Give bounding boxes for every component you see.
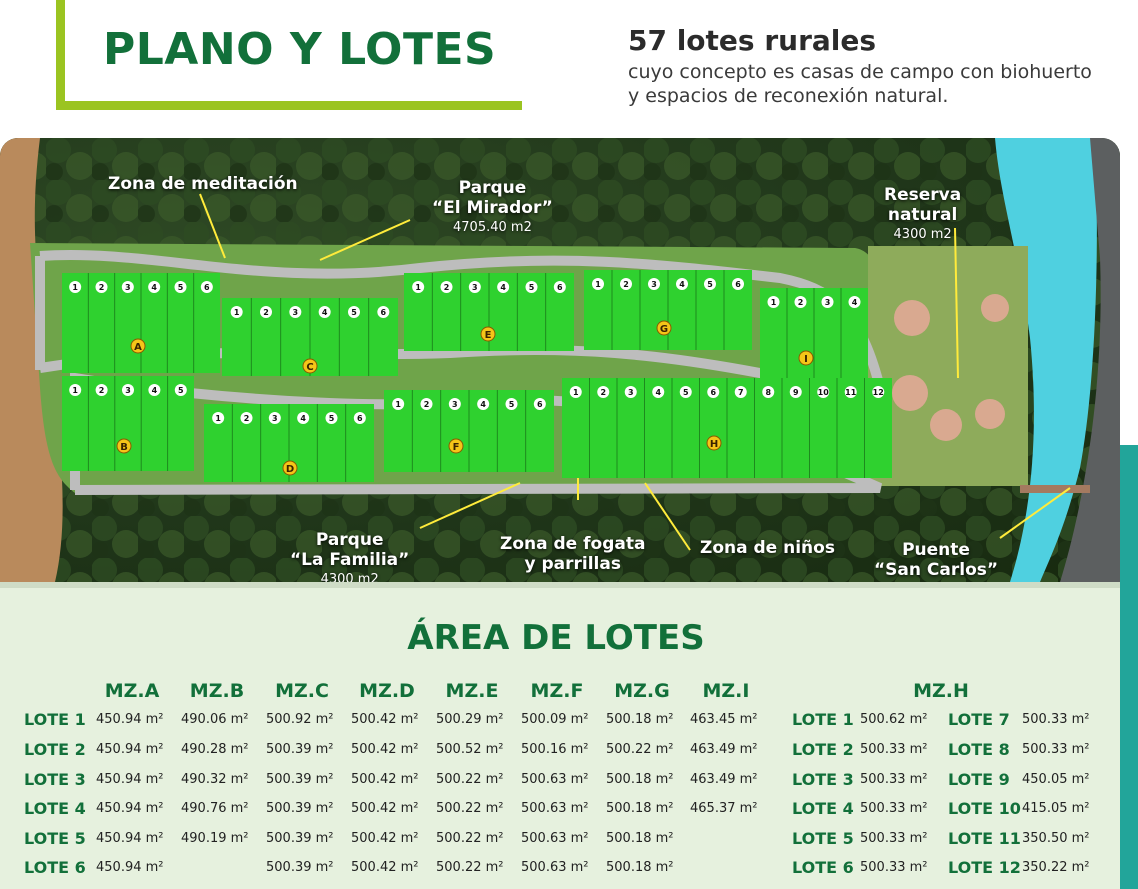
lot-number[interactable]: 10 [817, 388, 829, 397]
lot-number[interactable]: 6 [735, 280, 741, 289]
lot-number[interactable]: 2 [263, 308, 269, 317]
area-cell: 500.18 m² [606, 712, 674, 727]
area-cell: 490.32 m² [181, 772, 249, 787]
area-cell: 500.22 m² [436, 860, 504, 875]
area-cell: 500.92 m² [266, 712, 334, 727]
area-cell: 415.05 m² [1022, 801, 1090, 816]
area-cell: 500.63 m² [521, 801, 589, 816]
row-label: LOTE 3 [24, 770, 86, 789]
lot-number[interactable]: 1 [72, 386, 78, 395]
area-cell: 450.94 m² [96, 831, 164, 846]
column-header: MZ.B [189, 680, 245, 702]
lot-number[interactable]: 9 [792, 388, 799, 397]
lot-number[interactable]: 5 [508, 400, 515, 409]
row-label: LOTE 1 [24, 710, 86, 729]
lot-number[interactable]: 6 [357, 414, 363, 423]
area-cell: 500.22 m² [436, 801, 504, 816]
lot-number[interactable]: 2 [623, 280, 629, 289]
lot-number[interactable]: 3 [472, 283, 478, 292]
column-header: MZ.I [702, 680, 750, 702]
lots-count-heading: 57 lotes rurales [628, 24, 877, 57]
area-cell: 450.94 m² [96, 860, 164, 875]
column-header: MZ.C [275, 680, 329, 702]
area-cell: 500.42 m² [351, 860, 419, 875]
lot-number[interactable]: 1 [415, 283, 421, 292]
lot-number[interactable]: 4 [300, 414, 306, 423]
lot-number[interactable]: 2 [600, 388, 607, 397]
lot-number[interactable]: 3 [627, 388, 634, 397]
area-table-title: ÁREA DE LOTES [407, 618, 705, 658]
lot-number[interactable]: 6 [537, 400, 543, 409]
area-cell: 500.29 m² [436, 712, 504, 727]
row-label: LOTE 5 [792, 829, 854, 848]
area-cell: 500.33 m² [1022, 742, 1090, 757]
lot-number[interactable]: 1 [395, 400, 401, 409]
lot-number[interactable]: 4 [151, 283, 157, 292]
label-zona-fogata: Zona de fogata y parrillas [500, 534, 646, 574]
row-label: LOTE 4 [24, 799, 86, 818]
area-cell: 350.50 m² [1022, 831, 1090, 846]
area-cell: 450.05 m² [1022, 772, 1090, 787]
area-cell: 500.18 m² [606, 772, 674, 787]
lot-number[interactable]: 3 [651, 280, 657, 289]
area-cell: 500.42 m² [351, 831, 419, 846]
block-letter: B [120, 442, 128, 453]
row-label: LOTE 6 [792, 858, 854, 877]
lot-number[interactable]: 3 [824, 298, 831, 307]
area-cell: 500.63 m² [521, 831, 589, 846]
area-cell: 500.18 m² [606, 860, 674, 875]
row-label: LOTE 11 [948, 829, 1021, 848]
block-letter: F [452, 442, 460, 453]
lot-number[interactable]: 4 [851, 298, 858, 307]
area-cell: 500.42 m² [351, 801, 419, 816]
lot-number[interactable]: 5 [178, 386, 184, 395]
decorative-strip [1120, 445, 1138, 889]
lot-number[interactable]: 2 [443, 283, 450, 292]
row-label: LOTE 8 [948, 740, 1010, 759]
lot-number[interactable]: 2 [423, 400, 430, 409]
lot-number[interactable]: 6 [557, 283, 563, 292]
lot-number[interactable]: 4 [480, 400, 486, 409]
lot-number[interactable]: 7 [737, 388, 744, 397]
area-cell: 463.45 m² [690, 712, 758, 727]
bridge [1020, 485, 1090, 493]
area-cell: 500.33 m² [860, 801, 928, 816]
column-header: MZ.F [530, 680, 584, 702]
area-cell: 490.19 m² [181, 831, 249, 846]
area-cell: 500.09 m² [521, 712, 589, 727]
area-cell: 500.18 m² [606, 831, 674, 846]
area-cell: 500.39 m² [266, 772, 334, 787]
label-zona-meditacion: Zona de meditación [108, 174, 298, 194]
lot-number[interactable]: 1 [233, 308, 240, 317]
lot-number[interactable]: 6 [204, 283, 210, 292]
lot-number[interactable]: 2 [98, 283, 105, 292]
block-letter: A [134, 342, 142, 353]
lot-number[interactable]: 2 [243, 414, 250, 423]
label-zona-ninos: Zona de niños [700, 538, 835, 558]
row-label: LOTE 1 [792, 710, 854, 729]
row-label: LOTE 6 [24, 858, 86, 877]
area-cell: 450.94 m² [96, 801, 164, 816]
lot-number[interactable]: 5 [351, 308, 357, 317]
concept-description: cuyo concepto es casas de campo con biohuerto y espacios de reconexión natural. [628, 61, 1092, 107]
reserve-dome [894, 300, 930, 336]
area-cell: 500.18 m² [606, 801, 674, 816]
area-cell: 500.42 m² [351, 742, 419, 757]
page-title: PLANO Y LOTES [103, 24, 497, 75]
label-parque-mirador: Parque “El Mirador” 4705.40 m2 [432, 178, 553, 235]
column-header: MZ.D [359, 680, 415, 702]
area-cell: 500.39 m² [266, 801, 334, 816]
area-cell: 500.62 m² [860, 712, 928, 727]
lot-number[interactable]: 5 [682, 388, 689, 397]
lot-number[interactable]: 5 [328, 414, 335, 423]
area-cell: 500.33 m² [860, 860, 928, 875]
reserve-dome [975, 399, 1005, 429]
area-cell: 500.42 m² [351, 772, 419, 787]
lot-number[interactable]: 3 [272, 414, 278, 423]
reserve-dome [981, 294, 1009, 322]
column-header: MZ.H [913, 680, 969, 702]
lot-number[interactable]: 1 [572, 388, 579, 397]
column-header: MZ.G [614, 680, 670, 702]
lot-number[interactable]: 6 [710, 388, 717, 397]
lot-area-table [0, 582, 1120, 889]
area-cell: 500.33 m² [860, 772, 928, 787]
lot-number[interactable]: 5 [177, 283, 184, 292]
lot-number[interactable]: 3 [125, 386, 131, 395]
row-label: LOTE 9 [948, 770, 1010, 789]
area-cell: 490.76 m² [181, 801, 249, 816]
area-cell: 500.33 m² [1022, 712, 1090, 727]
lot-number[interactable]: 4 [500, 283, 506, 292]
row-label: LOTE 5 [24, 829, 86, 848]
area-cell: 500.52 m² [436, 742, 504, 757]
area-cell: 500.63 m² [521, 860, 589, 875]
block-letter: E [484, 330, 492, 341]
label-reserva-natural: Reserva natural 4300 m2 [884, 185, 962, 242]
row-label: LOTE 2 [24, 740, 86, 759]
lot-number[interactable]: 8 [765, 388, 772, 397]
block-letter: I [804, 354, 808, 365]
area-cell: 463.49 m² [690, 772, 758, 787]
area-cell: 500.39 m² [266, 831, 334, 846]
area-cell: 450.94 m² [96, 772, 164, 787]
lot-number[interactable]: 6 [380, 308, 387, 317]
reserve-dome [892, 375, 928, 411]
column-header: MZ.A [104, 680, 160, 702]
block-letter: D [285, 464, 295, 475]
label-puente-san-carlos: Puente “San Carlos” [874, 540, 999, 580]
lot-number[interactable]: 1 [72, 283, 78, 292]
lot-number[interactable]: 2 [797, 298, 804, 307]
label-parque-la-familia: Parque “La Familia” 4300 m2 [290, 530, 410, 582]
area-cell: 350.22 m² [1022, 860, 1090, 875]
lot-number[interactable]: 12 [872, 388, 884, 397]
lot-number[interactable]: 3 [452, 400, 458, 409]
lot-number[interactable]: 4 [151, 386, 158, 395]
row-label: LOTE 3 [792, 770, 854, 789]
row-label: LOTE 7 [948, 710, 1010, 729]
block-letter: H [709, 439, 719, 450]
area-cell: 500.16 m² [521, 742, 589, 757]
site-plan-map [0, 138, 1120, 582]
area-cell: 500.22 m² [436, 772, 504, 787]
area-cell: 450.94 m² [96, 742, 164, 757]
area-cell: 500.63 m² [521, 772, 589, 787]
lot-number[interactable]: 4 [321, 308, 328, 317]
block-letter: C [306, 362, 314, 373]
lot-number[interactable]: 3 [292, 308, 299, 317]
row-label: LOTE 10 [948, 799, 1021, 818]
lot-number[interactable]: 3 [125, 283, 131, 292]
area-cell: 500.42 m² [351, 712, 419, 727]
area-cell: 463.49 m² [690, 742, 758, 757]
lot-number[interactable]: 2 [98, 386, 105, 395]
lot-number[interactable]: 1 [595, 280, 601, 289]
lot-number[interactable]: 4 [655, 388, 662, 397]
lot-number[interactable]: 4 [679, 280, 685, 289]
area-cell: 450.94 m² [96, 712, 164, 727]
area-cell: 465.37 m² [690, 801, 758, 816]
area-cell: 500.33 m² [860, 831, 928, 846]
area-cell: 500.33 m² [860, 742, 928, 757]
lot-number[interactable]: 1 [215, 414, 221, 423]
lot-number[interactable]: 11 [845, 388, 857, 397]
reserve-dome [930, 409, 962, 441]
row-label: LOTE 12 [948, 858, 1021, 877]
block-letter: G [659, 324, 669, 335]
row-label: LOTE 4 [792, 799, 854, 818]
column-header: MZ.E [445, 680, 499, 702]
lot-number[interactable]: 5 [707, 280, 713, 289]
lot-number[interactable]: 1 [770, 298, 777, 307]
area-cell: 500.22 m² [606, 742, 674, 757]
row-label: LOTE 2 [792, 740, 854, 759]
area-cell: 490.06 m² [181, 712, 249, 727]
area-cell: 500.39 m² [266, 742, 334, 757]
area-cell: 500.22 m² [436, 831, 504, 846]
area-cell: 490.28 m² [181, 742, 249, 757]
lot-number[interactable]: 5 [528, 283, 535, 292]
area-cell: 500.39 m² [266, 860, 334, 875]
